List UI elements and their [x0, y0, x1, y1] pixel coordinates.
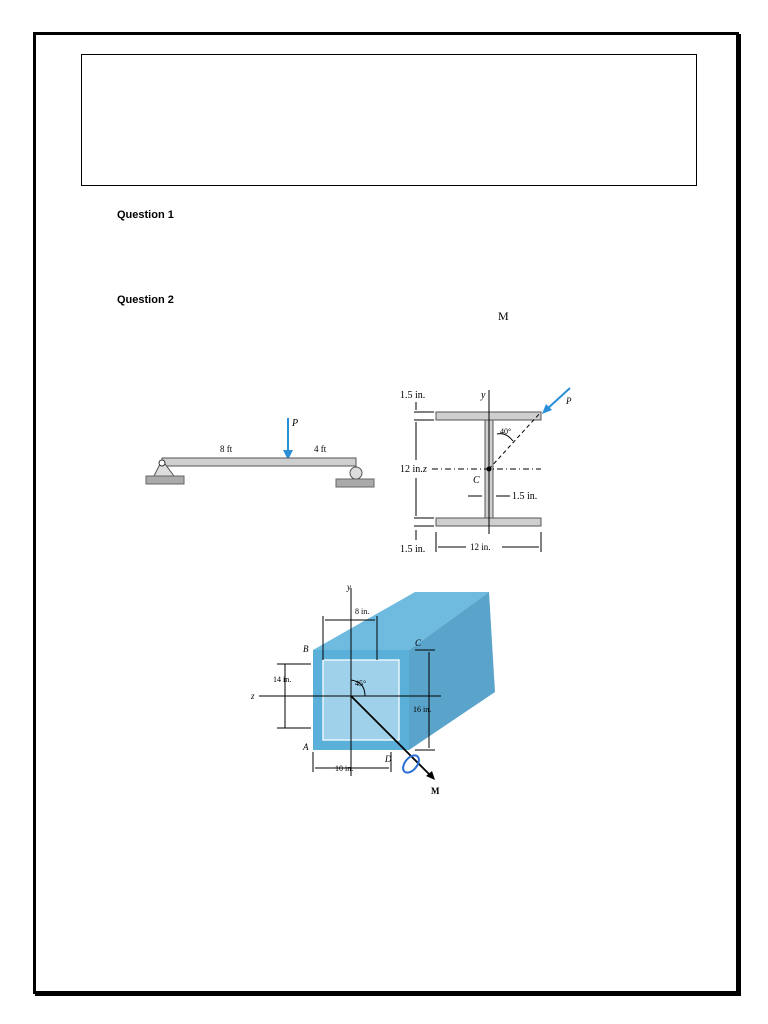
- box-inner-height: 14 in.: [273, 675, 292, 684]
- box-angle: 45°: [355, 679, 367, 688]
- box-label-D: D: [385, 754, 392, 764]
- box-outer-height: 16 in.: [413, 705, 432, 714]
- ibeam-figure: [396, 384, 586, 562]
- ibeam-web: 1.5 in.: [512, 491, 538, 502]
- beam-right-span: 4 ft: [314, 444, 327, 454]
- ibeam-z-axis: z: [423, 464, 427, 475]
- question-1-label: Question 1: [117, 209, 174, 221]
- ibeam-load-label: P: [566, 396, 572, 406]
- ibeam-bottom-flange: 1.5 in.: [400, 544, 426, 555]
- beam-load-label: P: [292, 418, 299, 429]
- ibeam-top-flange: 1.5 in.: [400, 390, 426, 401]
- box-label-C: C: [415, 638, 422, 648]
- box-label-A: A: [303, 742, 309, 752]
- question-2-label: Question 2: [117, 294, 174, 306]
- box-label-B: B: [303, 644, 309, 654]
- ibeam-y-axis: y: [481, 390, 486, 401]
- box-top-dim: 8 in.: [355, 607, 370, 616]
- ibeam-angle: 40°: [500, 427, 512, 436]
- ibeam-centroid: C: [473, 475, 480, 486]
- header-box: [81, 54, 697, 186]
- box-bottom-dim: 10 in.: [335, 764, 354, 773]
- ibeam-width: 12 in.: [470, 542, 491, 552]
- beam-left-span: 8 ft: [220, 444, 233, 454]
- box-y-axis: y: [347, 582, 351, 592]
- ibeam-depth: 12 in.: [400, 464, 423, 475]
- beam-figure: [140, 410, 380, 500]
- box-figure: [245, 580, 515, 798]
- box-z-axis: z: [251, 691, 255, 701]
- box-moment: M: [431, 786, 440, 796]
- moment-symbol: M: [498, 309, 509, 323]
